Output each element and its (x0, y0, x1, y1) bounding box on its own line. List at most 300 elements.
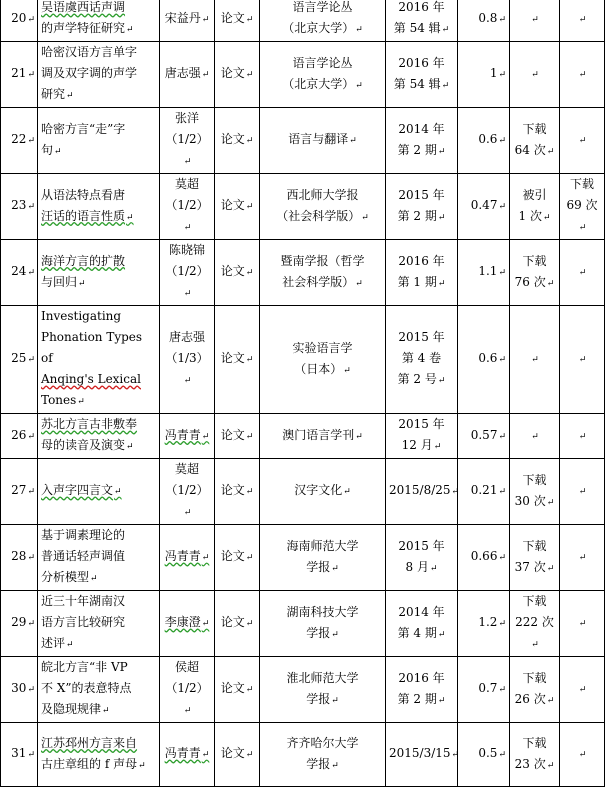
source-line (263, 129, 382, 152)
source-line (263, 359, 382, 382)
download-count (560, 657, 605, 723)
citation-download (510, 174, 560, 240)
title-line-text: 与回归 (41, 274, 78, 289)
impact-factor-text: 0.47 (470, 198, 498, 212)
citation-download (510, 657, 560, 723)
impact-factor-text: 1.2 (478, 615, 498, 629)
paragraph-mark: ↵ (437, 146, 446, 157)
journal-source (260, 591, 386, 657)
paper-title (38, 174, 160, 240)
journal-source (260, 0, 386, 42)
download-count (560, 0, 605, 42)
paper-title (38, 723, 160, 787)
title-line-text: 调及双字调的声学 (41, 66, 138, 80)
paragraph-mark: ↵ (355, 80, 363, 91)
date-line-text: 第 54 辑 (393, 21, 441, 35)
title-line (41, 678, 156, 699)
author-line-text: （1/2） (165, 264, 209, 278)
author-line (163, 678, 211, 722)
source-line-text: 语言学论丛 (292, 0, 353, 14)
source-line (263, 338, 382, 359)
date-line-text: 第 2 号 (397, 372, 437, 386)
download-count (560, 723, 605, 787)
publish-date (386, 240, 458, 306)
table-row (1, 240, 605, 306)
title-line-text: 哈密汉语方言单字 (41, 45, 138, 59)
title-line (41, 733, 156, 754)
impact-factor (458, 525, 510, 591)
author-line (163, 174, 211, 195)
title-line (41, 567, 156, 590)
impact-factor (458, 459, 510, 525)
paragraph-mark: ↵ (245, 685, 254, 695)
table-row (1, 306, 605, 414)
paragraph-mark: ↵ (578, 14, 587, 25)
paragraph-mark: ↵ (355, 431, 363, 442)
author-line-text: 侯超 (174, 660, 199, 674)
paragraph-mark: ↵ (578, 355, 587, 365)
download-line (513, 119, 556, 140)
impact-factor-text: 0.6 (478, 132, 498, 146)
paragraph-mark: ↵ (498, 619, 506, 629)
paragraph-mark: ↵ (77, 397, 85, 407)
row-number-text: 25 (11, 351, 27, 365)
title-line-text: 苏北方言古非敷奉 (41, 417, 138, 431)
impact-factor-text: 0.66 (470, 549, 498, 563)
publication-type (215, 240, 260, 306)
date-line-text: 2014 年 (398, 604, 445, 619)
paragraph-mark: ↵ (183, 706, 192, 716)
title-line-text: 江苏邳州方言来自 (41, 735, 138, 750)
title-line (41, 327, 156, 369)
paragraph-mark: ↵ (27, 136, 35, 146)
title-line (41, 546, 156, 567)
title-line (41, 414, 156, 435)
citation-download (510, 414, 560, 459)
date-line (389, 668, 454, 689)
title-line-text: 近三十年湖南汉 (41, 594, 126, 608)
paragraph-mark: ↵ (66, 640, 74, 650)
citation-download (510, 108, 560, 174)
date-line (389, 74, 454, 97)
download-line-text: 下载 (522, 472, 547, 487)
date-line-text: 2014 年 (398, 121, 445, 136)
date-line-text: 第 4 期 (397, 625, 437, 640)
source-line-text: 西北师大学报 (286, 187, 359, 202)
date-line (389, 0, 454, 18)
source-line-text: 海南师范大学 (286, 538, 359, 553)
paragraph-mark: ↵ (546, 563, 555, 574)
paper-title (38, 591, 160, 657)
paragraph-mark: ↵ (90, 574, 98, 584)
author-line-text: （1/2） (165, 681, 209, 695)
date-line (389, 348, 454, 369)
paragraph-mark: ↵ (331, 629, 339, 640)
paragraph-mark: ↵ (331, 563, 339, 574)
row-number (1, 174, 38, 240)
title-line (41, 612, 156, 633)
download-line-text: 222 次 (515, 615, 554, 629)
author-line-text: 冯青青 (164, 427, 201, 442)
paragraph-mark: ↵ (27, 202, 35, 212)
journal-source (260, 174, 386, 240)
publish-date (386, 459, 458, 525)
title-line-text: 入声字四言文 (41, 483, 114, 497)
title-line-text: 皖北方言“非 VP (41, 660, 128, 674)
publish-date (386, 108, 458, 174)
date-line-text: 第 54 辑 (393, 76, 441, 91)
paragraph-mark: ↵ (437, 212, 446, 223)
impact-factor (458, 0, 510, 42)
download-line-text: 下载 (569, 177, 594, 191)
author (160, 591, 215, 657)
source-line-text: 学报 (306, 691, 331, 706)
title-line-text: 及隐现规律 (41, 702, 102, 716)
paragraph-mark: ↵ (578, 685, 587, 695)
paragraph-mark: ↵ (498, 355, 506, 365)
title-line (41, 480, 156, 503)
journal-source (260, 108, 386, 174)
date-line (389, 557, 454, 580)
download-line-text: 23 次 (514, 756, 546, 771)
author-line (163, 327, 211, 348)
title-line-text: 分析模型 (41, 570, 90, 584)
paragraph-mark: ↵ (355, 278, 363, 289)
citation-download (510, 591, 560, 657)
row-number (1, 0, 38, 42)
paragraph-mark: ↵ (441, 80, 450, 91)
paragraph-mark: ↵ (451, 750, 460, 760)
impact-factor (458, 414, 510, 459)
paragraph-mark: ↵ (343, 365, 351, 376)
title-line (41, 42, 156, 63)
title-line (41, 272, 156, 295)
journal-source (260, 240, 386, 306)
paragraph-mark: ↵ (245, 487, 254, 497)
author-line (163, 129, 211, 173)
date-line (389, 272, 454, 295)
journal-source (260, 525, 386, 591)
title-line-text: 普通话轻声调值 (41, 549, 126, 563)
paragraph-mark: ↵ (498, 14, 506, 25)
source-line-text: （北京大学） (282, 21, 355, 35)
source-line-text: 澳门语言学刊 (282, 427, 355, 442)
row-number (1, 525, 38, 591)
paragraph-mark: ↵ (451, 487, 460, 497)
date-line (389, 414, 454, 435)
source-line-text: 学报 (306, 756, 331, 771)
title-line (41, 754, 156, 777)
publish-date (386, 414, 458, 459)
table-row (1, 723, 605, 787)
title-line-text: Tones (41, 393, 77, 407)
download-line (513, 470, 556, 491)
paragraph-mark: ↵ (183, 289, 192, 299)
paragraph-mark: ↵ (531, 14, 539, 25)
row-number-text: 21 (11, 66, 27, 80)
download-line (513, 536, 556, 557)
paragraph-mark: ↵ (429, 563, 438, 574)
date-line (389, 206, 454, 229)
title-line (41, 119, 156, 140)
publication-type (215, 0, 260, 42)
paragraph-mark: ↵ (437, 695, 446, 706)
publication-type (215, 723, 260, 787)
download-line-text: 下载 (522, 735, 547, 750)
download-line-text: 被引 (522, 187, 547, 202)
publication-type (215, 525, 260, 591)
paragraph-mark: ↵ (546, 695, 555, 706)
download-line (513, 206, 556, 229)
title-line (41, 699, 156, 722)
row-number-text: 27 (11, 483, 27, 497)
source-line (263, 623, 382, 646)
impact-factor-text: 1 (489, 66, 498, 80)
source-line (263, 0, 382, 18)
row-number (1, 108, 38, 174)
download-line (513, 591, 556, 612)
impact-factor-text: 0.5 (478, 746, 498, 760)
source-line (263, 18, 382, 41)
paragraph-mark: ↵ (66, 91, 74, 101)
date-line-text: 2015 年 (398, 538, 445, 553)
impact-factor-text: 0.21 (470, 483, 498, 497)
publish-date (386, 306, 458, 414)
author (160, 657, 215, 723)
paragraph-mark: ↵ (27, 553, 35, 563)
download-line-text: 64 次 (514, 142, 546, 157)
source-line (263, 53, 382, 74)
source-line-text: 暨南学报（哲学 (280, 253, 365, 268)
row-number-text: 24 (11, 264, 27, 278)
author-line (163, 108, 211, 129)
publication-type (215, 306, 260, 414)
date-line-text: 第 1 期 (397, 274, 437, 289)
date-line (389, 743, 460, 766)
date-line-text: 2016 年 (398, 253, 445, 268)
date-line (389, 140, 454, 163)
paragraph-mark: ↵ (245, 619, 254, 629)
citation-download (510, 723, 560, 787)
citation-download (510, 306, 560, 414)
source-line-text: 淮北师范大学 (286, 670, 359, 685)
publication-type (215, 459, 260, 525)
date-line-text: 2015/3/15 (389, 746, 451, 760)
paragraph-mark: ↵ (102, 706, 110, 716)
publication-type (215, 657, 260, 723)
date-line-text: 第 4 卷 (401, 351, 442, 365)
paper-title (38, 306, 160, 414)
impact-factor (458, 591, 510, 657)
date-line (389, 119, 454, 140)
publication-type (215, 108, 260, 174)
row-number-text: 31 (11, 746, 27, 760)
download-line-text: 下载 (522, 121, 547, 136)
paragraph-mark: ↵ (27, 431, 35, 442)
author (160, 42, 215, 108)
publish-date (386, 525, 458, 591)
date-line-text: 2015 年 (398, 417, 445, 431)
date-line-text: 第 2 期 (397, 142, 437, 157)
title-line-text: 句 (41, 142, 54, 157)
author-line (163, 743, 211, 766)
citation-download (510, 525, 560, 591)
paragraph-mark: ↵ (27, 70, 35, 80)
author-line-text: 宋益丹 (164, 10, 201, 25)
impact-factor-text: 0.7 (478, 681, 498, 695)
paragraph-mark: ↵ (27, 14, 35, 25)
paragraph-mark: ↵ (542, 212, 551, 223)
download-line (513, 668, 556, 689)
impact-factor-text: 0.8 (478, 10, 498, 25)
author-line-text: 莫超 (174, 462, 199, 476)
author (160, 174, 215, 240)
paragraph-mark: ↵ (498, 431, 506, 442)
paragraph-mark: ↵ (546, 760, 555, 771)
paragraph-mark: ↵ (245, 70, 254, 80)
paragraph-mark: ↵ (126, 25, 134, 35)
source-line-text: 学报 (306, 559, 331, 574)
date-line (389, 53, 454, 74)
paragraph-mark: ↵ (331, 695, 339, 706)
author (160, 525, 215, 591)
publication-type-text: 论文 (220, 66, 245, 80)
row-number-text: 28 (11, 549, 27, 563)
date-line (389, 536, 454, 557)
title-line (41, 251, 156, 272)
download-count (560, 240, 605, 306)
author (160, 723, 215, 787)
date-line (389, 480, 460, 503)
journal-source (260, 306, 386, 414)
date-line-text: 12 月 (401, 438, 433, 452)
download-line-text: 26 次 (514, 691, 546, 706)
download-count (560, 414, 605, 459)
journal-source (260, 459, 386, 525)
row-number-text: 22 (11, 132, 27, 146)
title-line (41, 84, 156, 107)
journal-source (260, 414, 386, 459)
publication-type-text: 论文 (220, 351, 245, 365)
date-line (389, 185, 454, 206)
paragraph-mark: ↵ (245, 202, 254, 212)
paragraph-mark: ↵ (531, 640, 539, 650)
impact-factor-text: 0.57 (470, 427, 498, 442)
paragraph-mark: ↵ (578, 619, 587, 629)
paragraph-mark: ↵ (27, 355, 35, 365)
author-line-text: 唐志强 (164, 66, 201, 80)
paragraph-mark: ↵ (349, 136, 357, 146)
title-line (41, 633, 156, 656)
download-line (513, 272, 556, 295)
title-line (41, 63, 156, 84)
date-line (389, 251, 454, 272)
title-line-text: 汪话的语言性质 (41, 208, 126, 223)
table-row (1, 174, 605, 240)
paragraph-mark: ↵ (138, 760, 146, 771)
paragraph-mark: ↵ (245, 431, 254, 442)
source-line (263, 272, 382, 295)
table-row (1, 42, 605, 108)
source-line (263, 74, 382, 97)
title-line-text: 不 X”的表意特点 (41, 681, 132, 695)
title-line-text: Investigating (41, 309, 122, 323)
author-line-text: 莫超 (174, 177, 199, 191)
publication-type-text: 论文 (220, 483, 245, 497)
source-line-text: （日本） (294, 361, 343, 376)
impact-factor-text: 1.1 (478, 264, 498, 278)
paragraph-mark: ↵ (245, 750, 254, 760)
journal-source (260, 42, 386, 108)
paragraph-mark: ↵ (531, 70, 539, 80)
download-count (560, 306, 605, 414)
source-line (263, 251, 382, 272)
date-line (389, 327, 454, 348)
row-number (1, 657, 38, 723)
paragraph-mark: ↵ (201, 431, 210, 442)
paragraph-mark: ↵ (126, 442, 134, 452)
publication-type-text: 论文 (220, 198, 245, 212)
author-line (163, 240, 211, 261)
date-line (389, 369, 454, 392)
author-line (163, 459, 211, 480)
author-line (163, 348, 211, 392)
paragraph-mark: ↵ (498, 685, 506, 695)
impact-factor (458, 657, 510, 723)
publication-type (215, 414, 260, 459)
source-line (263, 185, 382, 206)
paragraph-mark: ↵ (245, 553, 254, 563)
title-line (41, 140, 156, 163)
paragraph-mark: ↵ (546, 497, 555, 508)
paper-title (38, 459, 160, 525)
source-line (263, 557, 382, 580)
paragraph-mark: ↵ (498, 70, 506, 80)
download-line-text: 下载 (522, 253, 547, 268)
title-line-text: 基于调素理论的 (41, 528, 126, 542)
paragraph-mark: ↵ (578, 750, 587, 760)
author-line (163, 546, 211, 569)
row-number (1, 591, 38, 657)
title-line (41, 390, 156, 413)
paragraph-mark: ↵ (183, 376, 192, 386)
title-line-text: 古庄章组的 f 声母 (41, 756, 138, 771)
paragraph-mark: ↵ (27, 619, 35, 629)
table-row (1, 414, 605, 459)
source-line (263, 425, 382, 448)
author-line (163, 8, 211, 31)
publish-date (386, 42, 458, 108)
table-row (1, 657, 605, 723)
impact-factor (458, 108, 510, 174)
author (160, 414, 215, 459)
paragraph-mark: ↵ (578, 487, 587, 497)
row-number-text: 23 (11, 198, 27, 212)
download-line (513, 185, 556, 206)
download-count (560, 42, 605, 108)
author-line-text: （1/3） (165, 351, 209, 365)
title-line-text: 母的读音及演变 (41, 438, 126, 452)
title-line (41, 435, 156, 458)
author-line-text: 李康澄 (164, 615, 201, 629)
paragraph-mark: ↵ (201, 70, 210, 80)
paragraph-mark: ↵ (183, 157, 192, 167)
author-line-text: （1/2） (165, 198, 209, 212)
source-line-text: 齐齐哈尔大学 (286, 735, 359, 750)
title-line-text: 从语法特点看唐 (41, 187, 126, 202)
download-line (563, 174, 601, 195)
paper-title (38, 240, 160, 306)
